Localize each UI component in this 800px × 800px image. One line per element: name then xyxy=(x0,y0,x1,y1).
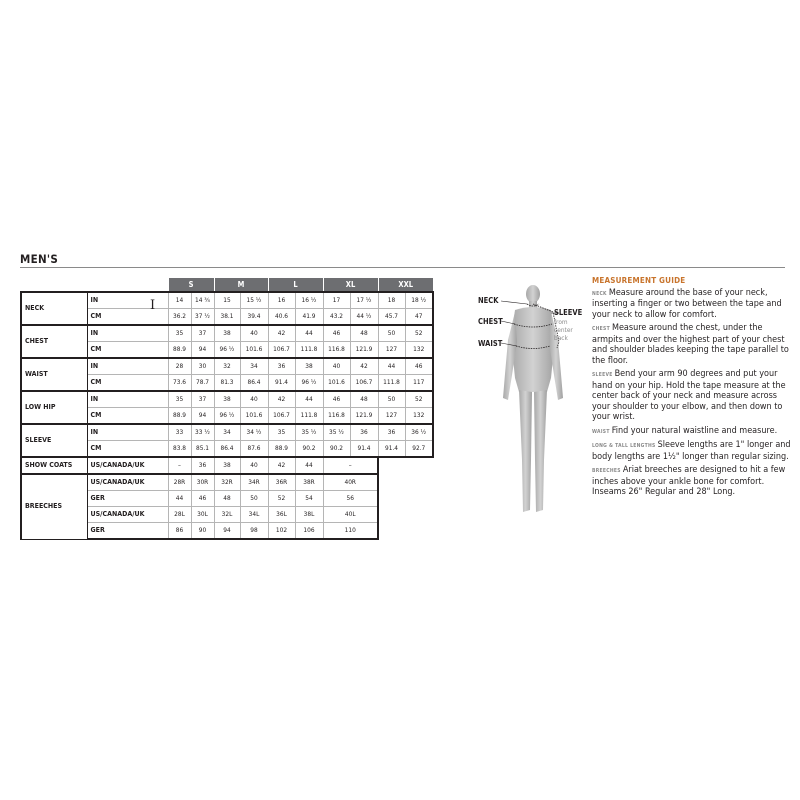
size-value: 81.3 xyxy=(214,375,240,392)
size-value: 106.7 xyxy=(268,342,295,359)
size-value: 36 xyxy=(350,424,378,441)
size-value: 37 ½ xyxy=(191,309,214,326)
size-value: 17 ½ xyxy=(350,292,378,309)
size-value: 36.2 xyxy=(168,309,191,326)
size-value: 17 xyxy=(323,292,350,309)
size-value: 44 xyxy=(378,358,405,375)
unit-label: US/CANADA/UK xyxy=(87,474,168,491)
size-value: 46 xyxy=(323,391,350,408)
guide-item xyxy=(592,288,792,321)
size-value: 132 xyxy=(405,342,433,359)
size-value: 96 ½ xyxy=(214,408,240,425)
size-value: 52 xyxy=(268,491,295,507)
size-value-xl-range: 40L xyxy=(323,507,378,523)
size-value: 96 ½ xyxy=(214,342,240,359)
unit-label: CM xyxy=(87,408,168,425)
size-value: 90.2 xyxy=(295,441,323,458)
size-value: 34 xyxy=(240,358,268,375)
size-value: 52 xyxy=(405,391,433,408)
size-value: 40 xyxy=(323,358,350,375)
page-title: MEN'S xyxy=(20,252,59,266)
unit-label: CM xyxy=(87,342,168,359)
size-value-xl-range: 110 xyxy=(323,523,378,540)
size-value: 121.9 xyxy=(350,342,378,359)
size-value: 36 xyxy=(191,457,214,474)
size-value: 54 xyxy=(295,491,323,507)
size-value: 38 xyxy=(214,391,240,408)
guide-item-key: NECK xyxy=(592,290,607,297)
size-value: 132 xyxy=(405,408,433,425)
size-value: 102 xyxy=(268,523,295,540)
size-value: 46 xyxy=(323,325,350,342)
size-value: 38 xyxy=(214,457,240,474)
category-label: SLEEVE xyxy=(21,424,87,457)
body-figure xyxy=(475,280,585,530)
size-header: XL xyxy=(323,278,378,292)
unit-label: CM xyxy=(87,309,168,326)
size-value: 111.8 xyxy=(378,375,405,392)
size-value: 42 xyxy=(350,358,378,375)
table-row xyxy=(21,358,433,375)
size-value: 46 xyxy=(191,491,214,507)
size-value: 34R xyxy=(240,474,268,491)
size-value: 28R xyxy=(168,474,191,491)
size-value: 106.7 xyxy=(268,408,295,425)
size-value: 44 xyxy=(168,491,191,507)
size-value: 101.6 xyxy=(240,342,268,359)
size-value: 38 xyxy=(214,325,240,342)
guide-item-key: CHEST xyxy=(592,326,610,332)
size-value: 44 xyxy=(295,325,323,342)
size-value: 87.6 xyxy=(240,441,268,458)
size-value: 36L xyxy=(268,507,295,523)
size-value: 28L xyxy=(168,507,191,523)
size-value: 90 xyxy=(191,523,214,540)
unit-label: US/CANADA/UK xyxy=(87,507,168,523)
guide-item-text: Find your natural waistline and measure. xyxy=(611,425,778,436)
size-value: 91.4 xyxy=(350,441,378,458)
size-value: 50 xyxy=(378,391,405,408)
size-value: 35 ½ xyxy=(295,424,323,441)
size-value: 85.1 xyxy=(191,441,214,458)
size-value: 44 xyxy=(295,457,323,474)
size-value: 32 xyxy=(214,358,240,375)
size-value: 18 xyxy=(378,292,405,309)
size-value: 40 xyxy=(240,325,268,342)
size-value: 86 xyxy=(168,523,191,540)
size-value: 127 xyxy=(378,408,405,425)
text-cursor-icon: I xyxy=(150,298,156,313)
size-value: 15 xyxy=(214,292,240,309)
size-value: 14 ¾ xyxy=(191,292,214,309)
size-value: 117 xyxy=(405,375,433,392)
table-row xyxy=(21,292,433,309)
size-header-row xyxy=(21,278,433,292)
size-value: 78.7 xyxy=(191,375,214,392)
guide-item-text: Sleeve lengths are 1" longer and body lengths are 1½" longer than regular sizing. xyxy=(592,440,791,462)
guide-item-key: WAIST xyxy=(592,428,610,435)
unit-label: IN xyxy=(87,358,168,375)
size-value: 42 xyxy=(268,391,295,408)
guide-item-key: BREECHES xyxy=(592,468,621,474)
unit-label: GER xyxy=(87,523,168,540)
size-value: 35 ½ xyxy=(323,424,350,441)
size-value: 37 xyxy=(191,325,214,342)
guide-item-text: Ariat breeches are designed to hit a few inches above your ankle bone for comfort. Inseams 26" Regular and 28" Long. xyxy=(592,465,786,497)
size-value: 15 ½ xyxy=(240,292,268,309)
table-row xyxy=(21,391,433,408)
size-value: 36 xyxy=(378,424,405,441)
size-value: 14 xyxy=(168,292,191,309)
size-value: 48 xyxy=(350,325,378,342)
size-value: 88.9 xyxy=(268,441,295,458)
size-value: 40 xyxy=(240,457,268,474)
sleeve-note: from center back xyxy=(554,318,573,342)
size-value: 96 ½ xyxy=(295,375,323,392)
figure-label-chest: CHEST xyxy=(478,317,503,326)
size-value: 83.8 xyxy=(168,441,191,458)
size-value: 32R xyxy=(214,474,240,491)
guide-item-key: LONG & TALL LENGTHS xyxy=(592,443,656,449)
size-value: 28 xyxy=(168,358,191,375)
guide-item xyxy=(592,426,792,438)
size-value: 18 ½ xyxy=(405,292,433,309)
unit-label: US/CANADA/UK xyxy=(87,457,168,474)
size-value-xl-range: 40R xyxy=(323,474,378,491)
size-value: 94 xyxy=(214,523,240,540)
size-value: 86.4 xyxy=(214,441,240,458)
figure-label-sleeve: SLEEVE xyxy=(554,308,583,317)
size-value: 41.9 xyxy=(295,309,323,326)
guide-title: MEASUREMENT GUIDE xyxy=(592,276,686,285)
size-value: 106 xyxy=(295,523,323,540)
size-value: 92.7 xyxy=(405,441,433,458)
size-value: 34 xyxy=(214,424,240,441)
category-label: WAIST xyxy=(21,358,87,391)
size-value: 16 ½ xyxy=(295,292,323,309)
category-label: SHOW COATS xyxy=(21,457,87,474)
size-value: 48 xyxy=(350,391,378,408)
unit-label: IN xyxy=(87,325,168,342)
size-value: 38 xyxy=(295,358,323,375)
size-header: S xyxy=(168,278,214,292)
size-value: 106.7 xyxy=(350,375,378,392)
size-value: 50 xyxy=(378,325,405,342)
size-value: 36R xyxy=(268,474,295,491)
unit-label: IN xyxy=(87,292,168,309)
size-value: 44 ½ xyxy=(350,309,378,326)
size-value: 30 xyxy=(191,358,214,375)
size-value: 46 xyxy=(405,358,433,375)
category-label: CHEST xyxy=(21,325,87,358)
guide-item-text: Measure around the chest, under the armpits and over the highest part of your chest and shoulder blades keeping the tape parallel to the floor. xyxy=(592,323,789,366)
size-header: M xyxy=(214,278,268,292)
guide-item-text: Measure around the base of your neck, inserting a finger or two between the tape and your neck to allow for comfort. xyxy=(592,287,782,320)
size-value: 42 xyxy=(268,457,295,474)
table-row xyxy=(21,424,433,441)
size-value: 88.9 xyxy=(168,342,191,359)
size-value: 35 xyxy=(268,424,295,441)
unit-label: GER xyxy=(87,491,168,507)
size-value: 111.8 xyxy=(295,342,323,359)
size-value: 116.8 xyxy=(323,342,350,359)
guide-item xyxy=(592,440,792,462)
size-value-xl-range: 56 xyxy=(323,491,378,507)
size-value: 86.4 xyxy=(240,375,268,392)
figure-label-neck: NECK xyxy=(478,296,499,305)
size-value: 48 xyxy=(214,491,240,507)
size-value: 16 xyxy=(268,292,295,309)
figure-label-waist: WAIST xyxy=(478,339,503,348)
guide-item-text: Bend your arm 90 degrees and put your hand on your hip. Hold the tape measure at the center back of your neck and measure across your shoulder to your elbow, and then down to your wrist. xyxy=(592,369,786,422)
size-value: 38.1 xyxy=(214,309,240,326)
size-value: 47 xyxy=(405,309,433,326)
size-value: 35 xyxy=(168,391,191,408)
size-value: 94 xyxy=(191,342,214,359)
size-value: 36 ½ xyxy=(405,424,433,441)
size-value-xl-range: – xyxy=(323,457,378,474)
size-value: 38R xyxy=(295,474,323,491)
size-value: 127 xyxy=(378,342,405,359)
size-value: 91.4 xyxy=(378,441,405,458)
size-value: 111.8 xyxy=(295,408,323,425)
size-value: 90.2 xyxy=(323,441,350,458)
unit-label: CM xyxy=(87,441,168,458)
category-label: BREECHES xyxy=(21,474,87,539)
size-value: 45.7 xyxy=(378,309,405,326)
size-value: 98 xyxy=(240,523,268,540)
size-value: 32L xyxy=(214,507,240,523)
category-label: NECK xyxy=(21,292,87,325)
size-value: 37 xyxy=(191,391,214,408)
table-row xyxy=(21,457,433,474)
size-value: 43.2 xyxy=(323,309,350,326)
table-row xyxy=(21,325,433,342)
size-chart-table xyxy=(20,278,434,540)
size-value: 38L xyxy=(295,507,323,523)
unit-label: IN xyxy=(87,391,168,408)
table-row xyxy=(21,474,433,491)
size-header: L xyxy=(268,278,323,292)
size-value: – xyxy=(168,457,191,474)
guide-item xyxy=(592,323,792,366)
size-value: 33 xyxy=(168,424,191,441)
size-value: 33 ½ xyxy=(191,424,214,441)
size-value: 30R xyxy=(191,474,214,491)
category-label: LOW HIP xyxy=(21,391,87,424)
size-value: 116.8 xyxy=(323,408,350,425)
title-divider xyxy=(20,267,785,268)
guide-item xyxy=(592,465,792,498)
size-value: 39.4 xyxy=(240,309,268,326)
size-value: 73.6 xyxy=(168,375,191,392)
size-value: 40.6 xyxy=(268,309,295,326)
size-value: 101.6 xyxy=(323,375,350,392)
header-spacer xyxy=(21,278,168,292)
size-value: 101.6 xyxy=(240,408,268,425)
measurement-guide xyxy=(592,276,792,501)
size-value: 42 xyxy=(268,325,295,342)
guide-item-key: SLEEVE xyxy=(592,372,613,378)
size-header: XXL xyxy=(378,278,433,292)
unit-label: CM xyxy=(87,375,168,392)
size-value: 30L xyxy=(191,507,214,523)
unit-label: IN xyxy=(87,424,168,441)
size-value: 44 xyxy=(295,391,323,408)
size-value: 34L xyxy=(240,507,268,523)
size-value: 40 xyxy=(240,391,268,408)
size-value: 50 xyxy=(240,491,268,507)
size-value: 34 ½ xyxy=(240,424,268,441)
size-value: 35 xyxy=(168,325,191,342)
size-value: 88.9 xyxy=(168,408,191,425)
size-value: 36 xyxy=(268,358,295,375)
size-value: 91.4 xyxy=(268,375,295,392)
size-value: 121.9 xyxy=(350,408,378,425)
size-value: 94 xyxy=(191,408,214,425)
size-value: 52 xyxy=(405,325,433,342)
guide-item xyxy=(592,369,792,423)
